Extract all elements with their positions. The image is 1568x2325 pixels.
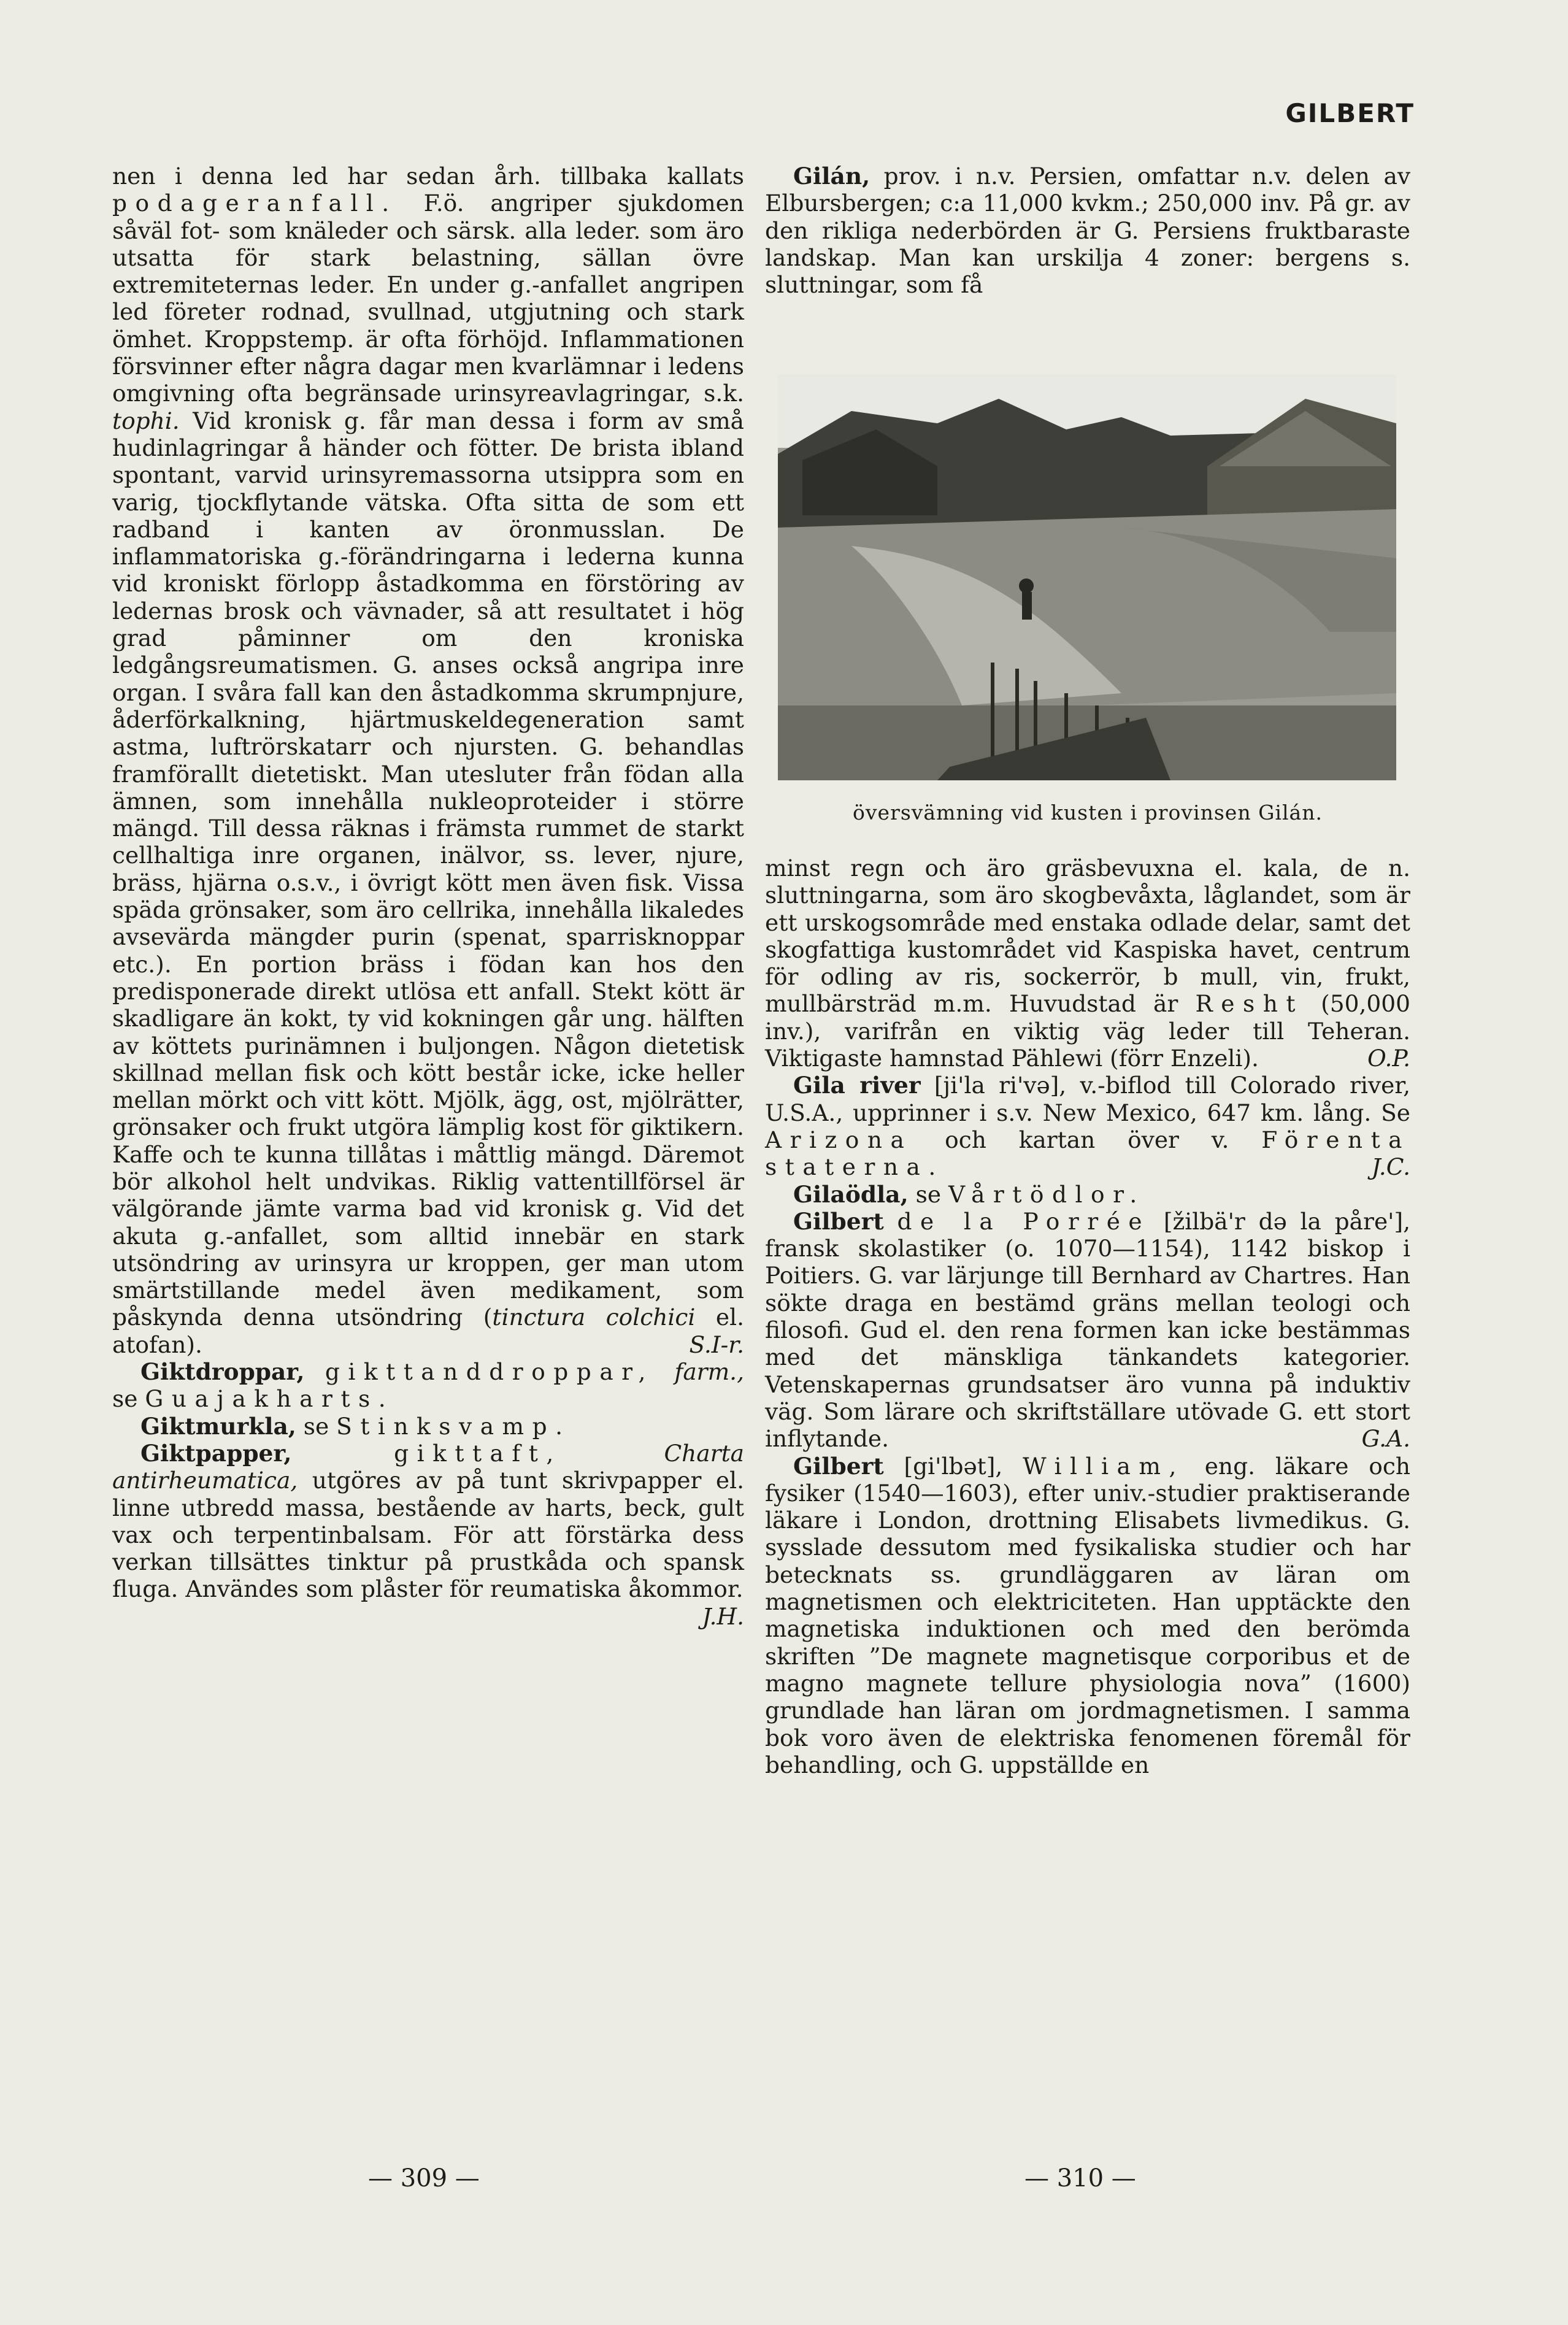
page-number-right: — 310 — — [1024, 2164, 1136, 2192]
signature: O.P. — [1367, 1045, 1410, 1072]
entry-gilbert-william: Gilbert [gi'lbət], William, eng. läkare och fysiker (1540—1603), efter univ.-studier praktiserande läkare i London, drottning Elisabets livmedikus. G. sysslade dessutom med fysikaliska studier och har betecknats ss. grundläggaren av läran om magnetismen och elektriciteten. Han upptäckte den magnetiska induktionen och med den berömda skriften ”De magnete magnetisque corporibus et de magno magnete tellure physiologia nova” (1600) grundlade han läran om jordmagnetismen. I samma bok voro även de elektriska fenomenen föremål för behandling, och G. uppställde en — [765, 1452, 1411, 1778]
entry-giktpapper: Giktpapper, gikttaft, Charta antirheumatica, utgöres av på tunt skrivpapper el. linne utbredd massa, bestående av harts, beck, gult vax och terpentinbalsam. För att förstärka dess verkan tillsättes tinktur på prustkåda och spansk fluga. Användes som plåster för reumatiska åkommor. J.H. — [112, 1439, 745, 1630]
signature: G.A. — [1361, 1425, 1410, 1453]
entry-gilbert-de-la-porree: Gilbert de la Porrée [žilbä'r də la påre'], fransk skolastiker (o. 1070—1154), 1142 biskop i Poitiers. G. var lärjunge till Bernhard av Chartres. Han sökte draga en bestämd gräns mellan teologi och filosofi. Gud el. den rena formen kan icke bestämmas med det mänskliga tänkandets kategorier. Vetenskapernas grundsatser äro vunna på induktiv väg. Som lärare och skriftställare utövade G. ett stort inflytande. G.A. — [765, 1207, 1411, 1453]
entry-gilan: Gilán, prov. i n.v. Persien, omfattar n.v. delen av Elbursbergen; c:a 11,000 kvkm.; 250,000 inv. På gr. av den rikliga nederbörden är G. Persiens fruktbaraste landskap. Man kan urskilja 4 zoner: bergens s. sluttningar, som få — [765, 163, 1410, 299]
flood-photograph — [778, 374, 1396, 780]
headword: Giktmurkla, — [140, 1412, 296, 1440]
entry-giktdroppar: Giktdroppar, gikttanddroppar, farm., se Guajakharts. — [112, 1358, 744, 1413]
signature: J.C. — [1371, 1153, 1410, 1181]
headword: Gilaödla, — [793, 1180, 909, 1208]
photo-illustration — [778, 374, 1396, 780]
signature: J.H. — [702, 1602, 744, 1630]
page-number-left: — 309 — — [368, 2164, 480, 2192]
cross-reference: Guajakharts. — [145, 1385, 394, 1413]
photo-caption: översvämning vid kusten i provinsen Gilán. — [853, 801, 1323, 824]
right-column-bottom — [765, 855, 1410, 1778]
entry-gila-river: Gila river [ji'la ri'və], v.-biflod till Colorado river, U.S.A., upprinner i s.v. New Mexico, 647 km. lång. Se Arizona och kartan över v. Förenta staterna. J.C. — [765, 1072, 1410, 1181]
signature: S.I-r. — [689, 1331, 744, 1358]
headword: Gilán, — [793, 163, 870, 190]
entry-gilan-continued: minst regn och äro gräsbevuxna el. kala, de n. sluttningarna, som äro skogbevåxta, låglandet, som är ett urskogsområde med enstaka odlade delar, samt det skogfattiga kustområdet vid Kaspiska havet, centrum för odling av ris, sockerrör, b mull, vin, frukt, mullbärsträd m.m. Huvudstad är Resht (50,000 inv.), varifrån en viktig väg leder till Teheran. Viktigaste hamnstad Pählewi (förr Enzeli). O.P. — [765, 855, 1411, 1072]
headword: Gila river — [793, 1072, 921, 1099]
entry-giktmurkla: Giktmurkla, se Stinksvamp. — [140, 1412, 571, 1440]
cross-reference: Arizona — [765, 1126, 913, 1153]
headword: Giktpapper, — [140, 1439, 292, 1467]
left-column — [112, 163, 744, 1630]
headword: Giktdroppar, — [140, 1358, 305, 1386]
headword: Gilbert — [793, 1452, 884, 1480]
running-head: GILBERT — [1285, 98, 1415, 128]
right-column-top — [765, 163, 1410, 298]
paragraph-gout-continued: nen i denna led har sedan årh. tillbaka kallats podageranfall. F.ö. angriper sjukdomen såväl fot- som knäleder och särsk. alla leder. som äro utsatta för stark belastning, sällan övre extremiteternas leder. En under g.-anfallet angripen led företer rodnad, svullnad, utgjutning och stark ömhet. Kroppstemp. är ofta förhöjd. Inflammationen försvinner efter några dagar men kvarlämnar i ledens omgivning ofta begränsade urinsyreavlagringar, s.k. tophi. Vid kronisk g. får man dessa i form av små hudinlagringar å händer och fötter. De brista ibland spontant, varvid urinsyremassorna utsippra som en varig, tjockflytande vätska. Ofta sitta de som ett radband i kanten av öronmusslan. De inflammatoriska g.-förändringarna i lederna kunna vid kroniskt förlopp åstadkomma en förstöring av ledernas brosk och vävnader, så att resultatet i hög grad påminner om den kroniska ledgångsreumatismen. G. anses också angripa inre organ. I svåra fall kan den åstadkomma skrumpnjure, åderförkalkning, hjärtmuskeldegeneration samt astma, luftrörskatarr och njursten. G. behandlas framförallt dietetiskt. Man utesluter från födan alla ämnen, som innehålla nukleoproteider i större mängd. Till dessa räknas i främsta rummet de starkt cellhaltiga inre organen, inälvor, ss. lever, njure, bräss, hjärna o.s.v., i övrigt kött men även fisk. Vissa späda grönsaker, som äro cellrika, innehålla likaledes avsevärda mängder purin (spenat, sparrisknoppar etc.). En portion bräss i födan kan hos den predisponerade direkt utlösa ett anfall. Stekt kött är skadligare än kokt, ty vid kokningen går ung. hälften av köttets purinämnen i buljongen. Någon dietetisk skillnad mellan fisk och kött består icke, icke heller mellan mörkt och vitt kött. Mjölk, ägg, ost, mjölrätter, grönsaker och frukt utgöra lämplig kost för giktikern. Kaffe och te kunna tillåtas i måttlig mängd. Däremot bör alkohol helt undvikas. Riklig vattentillförsel är välgörande jämte varma bad vid kronisk g. Vid det akuta g.-anfallet, som alltid innebär en stark utsöndring av urinsyra ur kroppen, ger man utom smärtstillande medel även medikament, som påskynda denna utsöndring (tinctura colchici el. atofan). S.I-r. — [112, 163, 744, 1358]
headword: Gilbert — [793, 1207, 884, 1235]
cross-reference: Vårtödlor. — [948, 1180, 1145, 1208]
cross-reference: Förenta staterna. — [765, 1126, 1410, 1181]
cross-reference: Stinksvamp. — [336, 1412, 571, 1440]
entry-gilaodla: Gilaödla, se Vårtödlor. — [793, 1180, 1145, 1208]
